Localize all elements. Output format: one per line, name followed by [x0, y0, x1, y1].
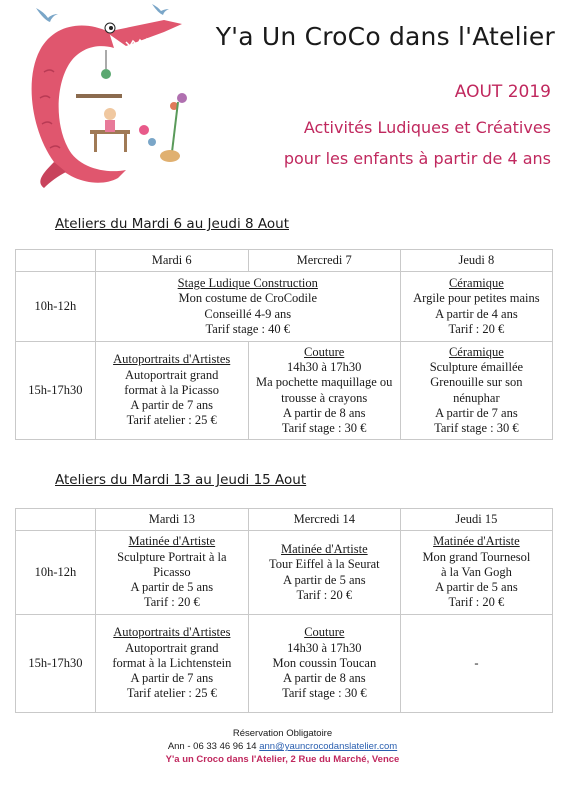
- week1-schedule-table: [15, 249, 553, 440]
- activity-line: Mon grand Tournesol: [422, 549, 531, 564]
- croco-body: [32, 26, 126, 183]
- activity-line: Mon costume de CroCodile: [178, 291, 318, 306]
- activity-line: A partir de 5 ans: [435, 580, 518, 595]
- empty-corner-cell: [16, 250, 96, 272]
- activity-cell: [95, 531, 248, 615]
- day-header: Mercredi 14: [248, 509, 400, 531]
- activity-line: Sculpture Portrait à la: [117, 549, 227, 564]
- time-cell: 15h-17h30: [16, 615, 96, 713]
- activity-line: Mon coussin Toucan: [272, 655, 377, 670]
- activity-line: Tarif stage : 30 €: [281, 420, 367, 435]
- day-header: Mardi 6: [95, 250, 248, 272]
- activity-line: format à la Lichtenstein: [112, 655, 232, 670]
- email-link[interactable]: ann@yauncrocodanslatelier.com: [259, 741, 398, 752]
- activity-line: Tarif stage : 30 €: [282, 686, 367, 701]
- day-header: Mercredi 7: [248, 250, 400, 272]
- empty-corner-cell: [16, 509, 96, 531]
- activity-cell: [95, 272, 400, 342]
- activity-line: A partir de 7 ans: [435, 405, 518, 420]
- activity-line: Tarif stage : 40 €: [205, 321, 291, 336]
- croco-jaw: [106, 20, 182, 46]
- subtitle-line-2: pour les enfants à partir de 4 ans: [283, 149, 551, 168]
- scene-flower: [177, 93, 187, 103]
- activity-line: Tarif atelier : 25 €: [126, 686, 217, 701]
- activity-cell: [400, 531, 552, 615]
- table-row: [16, 272, 553, 342]
- week1-title: Ateliers du Mardi 6 au Jeudi 8 Aout: [55, 216, 289, 232]
- activity-line: Grenouille sur son: [430, 375, 523, 390]
- week2-schedule-table: [15, 508, 553, 713]
- bird-icon: [36, 8, 58, 22]
- activity-line: Ma pochette maquillage ou: [255, 375, 393, 390]
- activity-line: Tour Eiffel à la Seurat: [268, 557, 380, 572]
- activity-line: A partir de 5 ans: [283, 572, 366, 587]
- activity-cell: [400, 342, 552, 440]
- activity-line: trousse à crayons: [281, 390, 368, 405]
- activity-title: Autoportraits d'Artistes: [113, 625, 231, 640]
- activity-line: A partir de 7 ans: [130, 398, 213, 413]
- activity-title: Couture: [304, 344, 345, 359]
- activity-line: A partir de 4 ans: [435, 306, 518, 321]
- activity-title: Autoportraits d'Artistes: [113, 352, 231, 367]
- activity-line: Tarif : 20 €: [144, 595, 200, 610]
- activity-title: Céramique: [448, 344, 504, 359]
- activity-title: Matinée d'Artiste: [433, 534, 520, 549]
- activity-title: Couture: [304, 625, 345, 640]
- contact-line: [0, 740, 565, 753]
- time-cell: 15h-17h30: [16, 342, 96, 440]
- scene-lamp: [101, 69, 111, 79]
- reservation-notice: Réservation Obligatoire: [232, 728, 333, 739]
- activity-cell: [248, 615, 400, 713]
- month-heading: AOUT 2019: [454, 82, 551, 102]
- croco-logo-illustration: [14, 2, 194, 192]
- time-cell: 10h-12h: [16, 531, 96, 615]
- activity-line: Autoportrait grand: [125, 640, 219, 655]
- activity-line: Autoportrait grand: [124, 367, 219, 382]
- address-line: Y'a un Croco dans l'Atelier, 2 Rue du Marché, Vence: [165, 754, 400, 765]
- phone-text: Ann - 06 33 46 96 14: [167, 741, 260, 752]
- activity-line: Tarif : 20 €: [296, 587, 353, 602]
- day-header: Jeudi 8: [400, 250, 552, 272]
- activity-line: Conseillé 4-9 ans: [204, 306, 292, 321]
- table-header-row: [16, 250, 553, 272]
- activity-title: Matinée d'Artiste: [128, 534, 216, 549]
- activity-cell-empty: -: [400, 615, 552, 713]
- day-header: Jeudi 15: [400, 509, 552, 531]
- activity-line: Tarif : 20 €: [448, 595, 505, 610]
- activity-line: A partir de 7 ans: [130, 671, 214, 686]
- week2-title: Ateliers du Mardi 13 au Jeudi 15 Aout: [55, 472, 307, 488]
- activity-line: A partir de 8 ans: [282, 405, 366, 420]
- table-row: [16, 342, 553, 440]
- activity-line: 14h30 à 17h30: [287, 360, 362, 375]
- activity-line: 14h30 à 17h30: [287, 640, 362, 655]
- activity-cell: [400, 272, 552, 342]
- activity-line: Argile pour petites mains: [413, 291, 540, 306]
- activity-title: Céramique: [448, 276, 504, 291]
- activity-line: Tarif atelier : 25 €: [126, 413, 217, 428]
- activity-line: Sculpture émaillée: [429, 360, 524, 375]
- activity-cell: [95, 615, 248, 713]
- activity-line: nénuphar: [453, 390, 500, 405]
- bird-icon-2: [152, 4, 169, 15]
- activity-line: Tarif stage : 30 €: [434, 420, 519, 435]
- table-row: [16, 615, 553, 713]
- subtitle-line-1: Activités Ludiques et Créatives: [303, 118, 551, 137]
- activity-cell: [248, 342, 400, 440]
- page-title: Y'a Un CroCo dans l'Atelier: [215, 22, 555, 51]
- activity-line: Picasso: [153, 564, 191, 579]
- footer: [0, 727, 565, 766]
- activity-title: Stage Ludique Construction: [177, 276, 318, 291]
- activity-line: à la Van Gogh: [440, 564, 512, 579]
- activity-cell: [95, 342, 248, 440]
- time-cell: 10h-12h: [16, 272, 96, 342]
- activity-title: Matinée d'Artiste: [281, 542, 368, 557]
- activity-line: format à la Picasso: [124, 382, 220, 397]
- table-row: [16, 531, 553, 615]
- scene-child: [104, 108, 116, 120]
- activity-line: Tarif : 20 €: [448, 321, 505, 336]
- activity-line: A partir de 8 ans: [283, 671, 366, 686]
- activity-cell: [248, 531, 400, 615]
- activity-line: A partir de 5 ans: [130, 580, 214, 595]
- table-header-row: [16, 509, 553, 531]
- scene-pot: [160, 150, 180, 162]
- scene-shelf: [76, 94, 122, 98]
- day-header: Mardi 13: [95, 509, 248, 531]
